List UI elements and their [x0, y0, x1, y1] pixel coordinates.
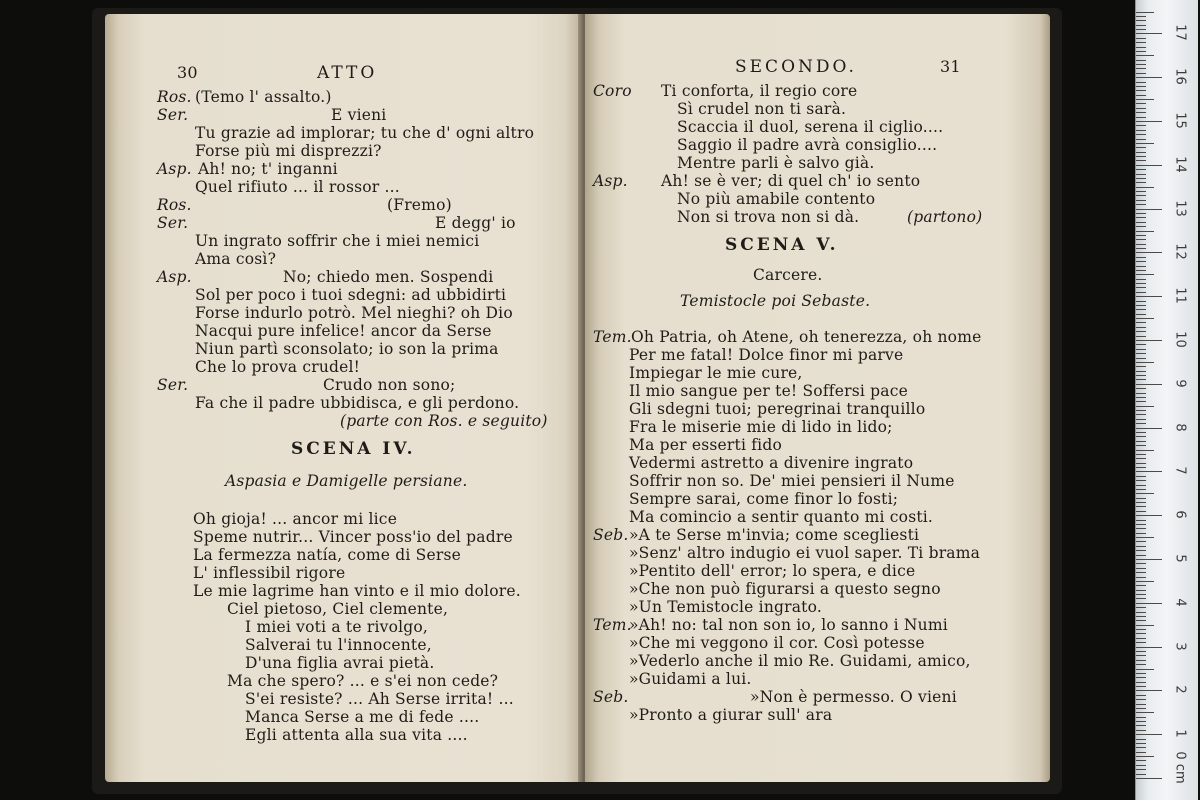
ruler-tick	[1136, 585, 1146, 586]
text-line: Mentre parli è salvo già.	[677, 154, 875, 172]
ruler-tick	[1136, 669, 1154, 670]
speaker-label: Seb.	[593, 688, 629, 706]
ruler-label: 3	[1172, 641, 1188, 651]
ruler-tick	[1136, 739, 1146, 740]
ruler-tick	[1136, 436, 1146, 437]
ruler-tick	[1136, 660, 1146, 661]
ruler-tick	[1136, 270, 1146, 271]
ruler-tick	[1136, 528, 1146, 529]
ruler-tick	[1136, 103, 1146, 104]
ruler-tick	[1136, 743, 1146, 744]
ruler-tick	[1136, 612, 1146, 613]
right-page	[585, 14, 1050, 782]
ruler-tick	[1136, 47, 1146, 48]
text-line: Oh Patria, oh Atene, oh tenerezza, oh nome	[631, 328, 982, 346]
ruler-tick	[1136, 778, 1162, 779]
ruler-tick	[1136, 279, 1146, 280]
ruler-tick	[1136, 121, 1162, 122]
ruler-tick	[1136, 362, 1154, 363]
ruler-tick	[1136, 169, 1146, 170]
ruler-tick	[1136, 55, 1154, 56]
ruler-tick	[1136, 384, 1162, 385]
left-page	[105, 14, 583, 782]
ruler-tick	[1136, 774, 1146, 775]
ruler-tick	[1136, 647, 1162, 648]
ruler-tick	[1136, 577, 1146, 578]
ruler-tick	[1136, 546, 1146, 547]
scene-place: Carcere.	[753, 266, 823, 284]
scene-heading: SCENA V.	[725, 235, 839, 255]
ruler-tick	[1136, 677, 1146, 678]
ruler-tick	[1136, 16, 1146, 17]
ruler-tick	[1136, 112, 1146, 113]
ruler-tick	[1136, 287, 1146, 288]
ruler-tick	[1136, 222, 1146, 223]
text-line: Nacqui pure infelice! ancor da Serse	[195, 322, 492, 340]
text-line: »Pronto a giurar sull' ara	[629, 706, 833, 724]
ruler-tick	[1136, 331, 1146, 332]
text-line: »Pentito dell' error; lo spera, e dice	[629, 562, 916, 580]
ruler-tick	[1136, 187, 1154, 188]
ruler-tick	[1136, 651, 1146, 652]
ruler-tick	[1136, 64, 1146, 65]
text-line: Quel rifiuto ... il rossor ...	[195, 178, 400, 196]
verse-line: Oh gioja! ... ancor mi lice	[193, 510, 398, 528]
text-line: »Non è permesso. O vieni	[750, 688, 957, 706]
verse-line: Salverai tu l'innocente,	[245, 636, 432, 654]
text-line: No; chiedo men. Sospendi	[283, 268, 494, 286]
scene-heading: SCENA IV.	[291, 439, 416, 459]
ruler-tick	[1136, 90, 1146, 91]
ruler-tick	[1136, 423, 1146, 424]
ruler-tick	[1136, 231, 1154, 232]
ruler-tick	[1136, 730, 1146, 731]
ruler-label: 2	[1172, 685, 1188, 695]
ruler-tick	[1136, 414, 1146, 415]
ruler-label: 8	[1172, 422, 1188, 432]
ruler-tick	[1136, 664, 1146, 665]
ruler-tick	[1136, 568, 1146, 569]
ruler-tick	[1136, 633, 1146, 634]
ruler-tick	[1136, 77, 1162, 78]
ruler-tick	[1136, 42, 1146, 43]
ruler-label: 6	[1172, 510, 1188, 519]
ruler-tick	[1136, 283, 1146, 284]
ruler-tick	[1136, 471, 1162, 472]
speaker-label: Ser.	[157, 106, 189, 124]
ruler-tick	[1136, 541, 1146, 542]
verse-line: Speme nutrir... Vincer poss'io del padre	[193, 528, 513, 546]
ruler-tick	[1136, 309, 1146, 310]
ruler-tick	[1136, 673, 1146, 674]
ruler-tick	[1136, 340, 1162, 341]
speaker-label: Asp.	[157, 268, 192, 286]
speaker-label: Coro	[593, 82, 632, 100]
ruler-label: 17	[1172, 24, 1188, 42]
ruler-tick	[1136, 20, 1146, 21]
text-line: Sì crudel non ti sarà.	[677, 100, 847, 118]
ruler-label: 9	[1172, 379, 1188, 388]
ruler-tick	[1136, 721, 1146, 722]
verse-line: I miei voti a te rivolgo,	[245, 618, 429, 636]
text-line: Niun partì sconsolato; io son la prima	[195, 340, 499, 358]
verse-line: S'ei resiste? ... Ah Serse irrita! ...	[245, 690, 514, 708]
ruler-tick	[1136, 160, 1146, 161]
ruler-tick	[1136, 239, 1146, 240]
ruler-tick	[1136, 108, 1146, 109]
text-line: Ama così?	[195, 250, 277, 268]
speaker-label: Ros.	[157, 196, 192, 214]
speaker-label: Asp.	[157, 160, 192, 178]
ruler-tick	[1136, 717, 1146, 718]
ruler-tick	[1136, 25, 1146, 26]
ruler-tick	[1136, 125, 1146, 126]
ruler-tick	[1136, 537, 1154, 538]
ruler-tick	[1136, 204, 1146, 205]
ruler-label: 5	[1172, 554, 1188, 563]
text-line: »A te Serse m'invia; come scegliesti	[629, 526, 920, 544]
ruler-tick	[1136, 217, 1146, 218]
right-page-number: 31	[940, 57, 961, 76]
verse-line: D'una figlia avrai pietà.	[245, 654, 435, 672]
text-line: Gli sdegni tuoi; peregrinai tranquillo	[629, 400, 926, 418]
ruler-tick	[1136, 248, 1146, 249]
ruler-tick	[1136, 695, 1146, 696]
ruler-tick	[1136, 375, 1146, 376]
ruler-tick	[1136, 301, 1146, 302]
ruler-tick	[1136, 493, 1154, 494]
ruler-tick	[1136, 358, 1146, 359]
ruler-tick	[1136, 620, 1146, 621]
text-line: Vedermi astretto a divenire ingrato	[629, 454, 914, 472]
ruler-tick	[1136, 581, 1154, 582]
ruler-tick	[1136, 752, 1146, 753]
scene-characters: Temistocle poi Sebaste.	[680, 292, 871, 310]
text-line: Sempre sarai, come finor lo fosti;	[629, 490, 899, 508]
ruler-tick	[1136, 147, 1146, 148]
text-line: E vieni	[331, 106, 387, 124]
ruler-tick	[1136, 29, 1146, 30]
ruler-tick	[1136, 625, 1154, 626]
ruler-label: 7	[1172, 466, 1188, 476]
text-line: Fra le miserie mie di lido in lido;	[629, 418, 893, 436]
ruler-tick	[1136, 616, 1146, 617]
ruler-tick	[1136, 511, 1146, 512]
text-line: E degg' io	[435, 214, 516, 232]
text-line: »Senz' altro indugio ei vuol saper. Ti brama	[629, 544, 981, 562]
ruler-label: 12	[1172, 243, 1188, 261]
verse-line: La fermezza natía, come di Serse	[193, 546, 462, 564]
ruler-tick	[1136, 318, 1154, 319]
ruler-label: 11	[1172, 287, 1188, 304]
ruler-tick	[1136, 419, 1146, 420]
ruler-tick	[1136, 467, 1146, 468]
ruler-tick	[1136, 296, 1162, 297]
ruler-tick	[1136, 174, 1146, 175]
ruler-tick	[1136, 349, 1146, 350]
text-line: Non si trova non si dà.	[677, 208, 860, 226]
measurement-ruler	[1135, 0, 1198, 800]
ruler-tick	[1136, 725, 1146, 726]
ruler-tick	[1136, 708, 1146, 709]
verse-line: Le mie lagrime han vinto e il mio dolore.	[193, 582, 521, 600]
ruler-tick	[1136, 572, 1146, 573]
ruler-tick	[1136, 274, 1154, 275]
ruler-tick	[1136, 629, 1146, 630]
ruler-tick	[1136, 559, 1162, 560]
verse-line: Ma che spero? ... e s'ei non cede?	[227, 672, 499, 690]
ruler-tick	[1136, 485, 1146, 486]
ruler-tick	[1136, 12, 1154, 13]
ruler-tick	[1136, 401, 1146, 402]
ruler-tick	[1136, 366, 1146, 367]
ruler-tick	[1136, 769, 1146, 770]
ruler-tick	[1136, 213, 1146, 214]
stage-direction: (parte con Ros. e seguito)	[340, 412, 548, 430]
ruler-tick	[1136, 388, 1146, 389]
text-line: Forse indurlo potrò. Mel nieghi? oh Dio	[195, 304, 513, 322]
ruler-tick	[1136, 38, 1146, 39]
scene-characters: Aspasia e Damigelle persiane.	[225, 472, 468, 490]
ruler-tick	[1136, 86, 1146, 87]
ruler-tick	[1136, 235, 1146, 236]
ruler-tick	[1136, 428, 1162, 429]
text-line: Un ingrato soffrir che i miei nemici	[195, 232, 480, 250]
ruler-tick	[1136, 209, 1162, 210]
ruler-tick	[1136, 117, 1146, 118]
ruler-tick	[1136, 73, 1146, 74]
ruler-tick	[1136, 33, 1162, 34]
text-line: Forse più mi disprezzi?	[195, 142, 382, 160]
ruler-tick	[1136, 182, 1146, 183]
ruler-tick	[1136, 655, 1146, 656]
text-line: Che lo prova crudel!	[195, 358, 361, 376]
text-line: Sol per poco i tuoi sdegni: ad ubbidirti	[195, 286, 507, 304]
ruler-label: 10	[1172, 331, 1188, 348]
ruler-tick	[1136, 463, 1146, 464]
ruler-tick	[1136, 699, 1146, 700]
verse-line: Egli attenta alla sua vita ....	[245, 726, 468, 744]
text-line: »Vederlo anche il mio Re. Guidami, amico,	[629, 652, 971, 670]
ruler-tick	[1136, 134, 1146, 135]
ruler-tick	[1136, 502, 1146, 503]
ruler-tick	[1136, 226, 1146, 227]
speaker-label: Tem.	[593, 328, 632, 346]
ruler-tick	[1136, 498, 1146, 499]
ruler-tick	[1136, 314, 1146, 315]
text-line: Ah! no; t' inganni	[198, 160, 338, 178]
ruler-tick	[1136, 594, 1146, 595]
ruler-label: 1	[1172, 729, 1188, 738]
ruler-tick	[1136, 563, 1146, 564]
speaker-label: Ser.	[157, 214, 189, 232]
ruler-tick	[1136, 682, 1146, 683]
text-line: (Temo l' assalto.)	[195, 88, 332, 106]
text-line: Per me fatal! Dolce finor mi parve	[629, 346, 904, 364]
ruler-tick	[1136, 441, 1146, 442]
ruler-tick	[1136, 344, 1146, 345]
ruler-tick	[1136, 520, 1146, 521]
right-running-header: SECONDO.	[735, 57, 857, 77]
ruler-tick	[1136, 200, 1146, 201]
ruler-tick	[1136, 454, 1146, 455]
ruler-tick	[1136, 143, 1154, 144]
ruler-tick	[1136, 191, 1146, 192]
text-line: Saggio il padre avrà consiglio....	[677, 136, 938, 154]
text-line: Ma comincio a sentir quanto mi costi.	[629, 508, 934, 526]
ruler-tick	[1136, 756, 1154, 757]
ruler-tick	[1136, 327, 1146, 328]
ruler-tick	[1136, 603, 1162, 604]
text-line: Ti conforta, il regio core	[661, 82, 858, 100]
ruler-tick	[1136, 165, 1162, 166]
ruler-tick	[1136, 68, 1146, 69]
ruler-tick	[1136, 476, 1146, 477]
ruler-tick	[1136, 765, 1146, 766]
ruler-tick	[1136, 480, 1146, 481]
text-line: Soffrir non so. De' miei pensieri il Nume	[629, 472, 955, 490]
ruler-label: 14	[1172, 156, 1188, 173]
ruler-tick	[1136, 712, 1154, 713]
text-line: (Fremo)	[387, 196, 452, 214]
ruler-tick	[1136, 607, 1146, 608]
ruler-tick	[1136, 305, 1146, 306]
text-line: Fa che il padre ubbidisca, e gli perdono.	[195, 394, 520, 412]
text-line: Impiegar le mie cure,	[629, 364, 803, 382]
ruler-label: 13	[1172, 199, 1188, 217]
text-line: »Che non può figurarsi a questo segno	[629, 580, 941, 598]
ruler-tick	[1136, 445, 1146, 446]
ruler-tick	[1136, 60, 1146, 61]
speaker-label: Ros.	[157, 88, 192, 106]
ruler-tick	[1136, 156, 1146, 157]
ruler-tick	[1136, 458, 1146, 459]
ruler-tick	[1136, 760, 1146, 761]
left-running-header: ATTO	[317, 63, 378, 83]
ruler-tick	[1136, 353, 1146, 354]
ruler-tick	[1136, 489, 1146, 490]
ruler-tick	[1136, 734, 1162, 735]
ruler-tick	[1136, 82, 1146, 83]
text-line: Ah! se è ver; di quel ch' io sento	[661, 172, 921, 190]
stage-direction: (partono)	[907, 208, 983, 226]
text-line: Tu grazie ad implorar; tu che d' ogni altro	[195, 124, 535, 142]
ruler-tick	[1136, 598, 1146, 599]
ruler-tick	[1136, 524, 1146, 525]
ruler-tick	[1136, 292, 1146, 293]
verse-line: L' inflessibil rigore	[193, 564, 346, 582]
text-line: »Ah! no: tal non son io, lo sanno i Numi	[629, 616, 948, 634]
ruler-tick	[1136, 261, 1146, 262]
text-line: Crudo non sono;	[323, 376, 456, 394]
ruler-tick	[1136, 406, 1154, 407]
ruler-tick	[1136, 252, 1162, 253]
ruler-tick	[1136, 515, 1162, 516]
ruler-tick	[1136, 506, 1146, 507]
ruler-tick	[1136, 555, 1146, 556]
ruler-label: 0 cm	[1172, 751, 1188, 784]
ruler-tick	[1136, 550, 1146, 551]
text-line: No più amabile contento	[677, 190, 876, 208]
ruler-tick	[1136, 178, 1146, 179]
ruler-tick	[1136, 336, 1146, 337]
ruler-tick	[1136, 747, 1146, 748]
ruler-tick	[1136, 590, 1146, 591]
ruler-tick	[1136, 51, 1146, 52]
ruler-tick	[1136, 638, 1146, 639]
verse-line: Manca Serse a me di fede ....	[245, 708, 480, 726]
ruler-tick	[1136, 533, 1146, 534]
ruler-tick	[1136, 393, 1146, 394]
ruler-tick	[1136, 379, 1146, 380]
speaker-label: Asp.	[593, 172, 628, 190]
ruler-tick	[1136, 99, 1154, 100]
ruler-tick	[1136, 257, 1146, 258]
text-line: Il mio sangue per te! Soffersi pace	[629, 382, 908, 400]
ruler-tick	[1136, 371, 1146, 372]
ruler-tick	[1136, 244, 1146, 245]
text-line: Ma per esserti fido	[629, 436, 782, 454]
text-line: »Un Temistocle ingrato.	[629, 598, 822, 616]
text-line: »Guidami a lui.	[629, 670, 752, 688]
speaker-label: Ser.	[157, 376, 189, 394]
ruler-tick	[1136, 432, 1146, 433]
verse-line: Ciel pietoso, Ciel clemente,	[227, 600, 449, 618]
text-line: »Che mi veggono il cor. Così potesse	[629, 634, 925, 652]
ruler-tick	[1136, 130, 1146, 131]
ruler-tick	[1136, 686, 1146, 687]
ruler-label: 16	[1172, 68, 1188, 85]
ruler-tick	[1136, 95, 1146, 96]
ruler-tick	[1136, 397, 1146, 398]
speaker-label: Seb.	[593, 526, 629, 544]
ruler-tick	[1136, 642, 1146, 643]
ruler-tick	[1136, 139, 1146, 140]
ruler-tick	[1136, 410, 1146, 411]
ruler-tick	[1136, 152, 1146, 153]
ruler-tick	[1136, 450, 1154, 451]
ruler-tick	[1136, 690, 1162, 691]
left-page-number: 30	[177, 63, 198, 82]
ruler-tick	[1136, 195, 1146, 196]
ruler-label: 4	[1172, 598, 1188, 607]
ruler-tick	[1136, 704, 1146, 705]
text-line: Scaccia il duol, serena il ciglio....	[677, 118, 944, 136]
ruler-tick	[1136, 322, 1146, 323]
ruler-tick	[1136, 266, 1146, 267]
speaker-label: Tem.	[593, 616, 632, 634]
ruler-label: 15	[1172, 112, 1188, 129]
